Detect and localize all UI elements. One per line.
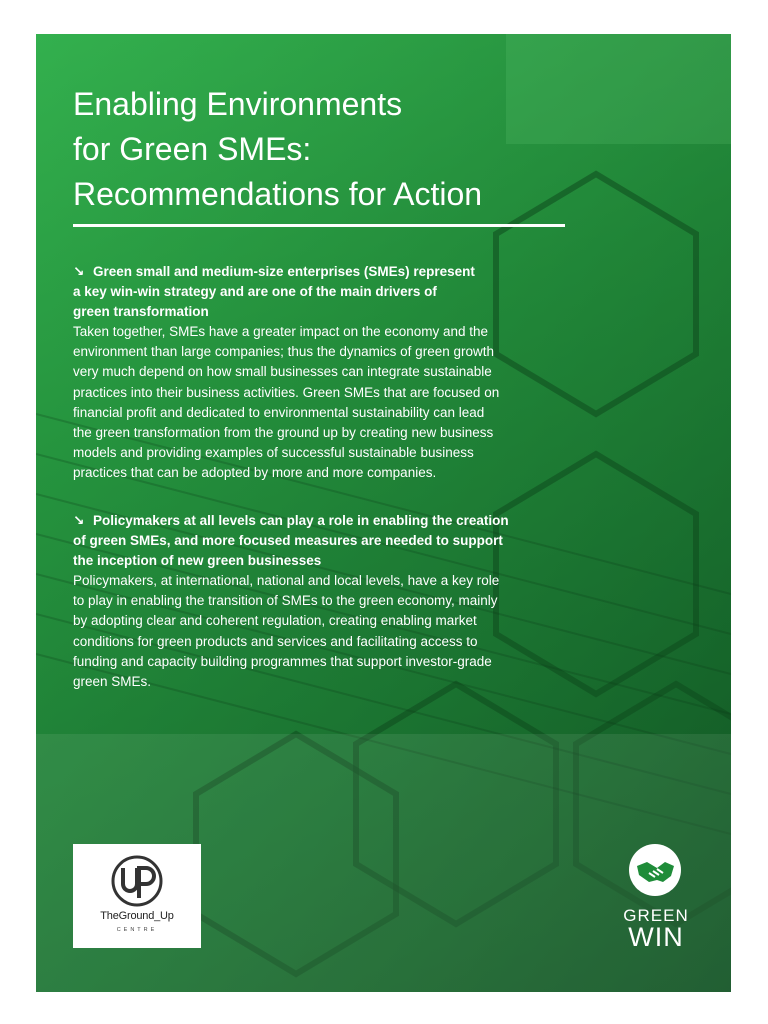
heading-line: the inception of new green businesses (73, 553, 322, 568)
page-title (73, 82, 593, 217)
body-line: conditions for green products and services and facilitating access to (73, 633, 478, 649)
green-win-logo (611, 842, 701, 952)
body-line: by adopting clear and coherent regulation, creating enabling market (73, 613, 477, 629)
ground-up-logo (73, 844, 201, 948)
arrow-down-right-icon: ↘ (73, 264, 85, 279)
ground-up-name: TheGround_Up (100, 910, 174, 922)
cover-panel (36, 34, 731, 992)
heading-line: green transformation (73, 304, 209, 319)
body-line: funding and capacity building programmes that support investor-grade (73, 653, 492, 669)
section-body (73, 322, 553, 484)
body-line: Taken together, SMEs have a greater impact on the economy and the (73, 324, 488, 339)
body-line: practices into their business activities. Green SMEs that are focused on (73, 384, 500, 400)
title-line: Recommendations for Action (73, 176, 483, 212)
green-win-line2: WIN (628, 922, 684, 952)
body-line: environment than large companies; thus the dynamics of green growth (73, 344, 494, 360)
body-line: Policymakers, at international, national and local levels, have a key role (73, 573, 500, 588)
title-line: for Green SMEs: (73, 131, 312, 167)
section-2 (73, 511, 553, 692)
section-1 (73, 262, 553, 484)
ground-up-mark-icon (107, 854, 167, 908)
body-line: models and providing examples of successful sustainable business (73, 445, 474, 461)
heading-line: Green small and medium-size enterprises (SMEs) represent (93, 264, 475, 279)
body-line: financial profit and dedicated to environmental sustainability can lead (73, 404, 485, 420)
section-heading (73, 511, 553, 571)
handshake-icon (627, 842, 683, 898)
section-body (73, 571, 553, 692)
heading-line: of green SMEs, and more focused measures are needed to support (73, 533, 503, 548)
arrow-down-right-icon: ↘ (73, 513, 85, 528)
title-divider (73, 224, 565, 227)
heading-line: a key win-win strategy and are one of the main drivers of (73, 284, 437, 299)
body-line: to play in enabling the transition of SMEs to the green economy, mainly (73, 593, 498, 609)
green-win-line1: GREEN (623, 906, 689, 925)
body-line: practices that can be adopted by more and more companies. (73, 465, 437, 481)
title-line: Enabling Environments (73, 86, 403, 122)
ground-up-subtitle: CENTRE (116, 927, 158, 933)
section-heading (73, 262, 553, 322)
body-line: green SMEs. (73, 674, 152, 690)
body-line: the green transformation from the ground up by creating new business (73, 425, 494, 441)
body-line: very much depend on how small businesses can integrate sustainable (73, 364, 492, 380)
heading-line: Policymakers at all levels can play a role in enabling the creation (93, 513, 509, 528)
